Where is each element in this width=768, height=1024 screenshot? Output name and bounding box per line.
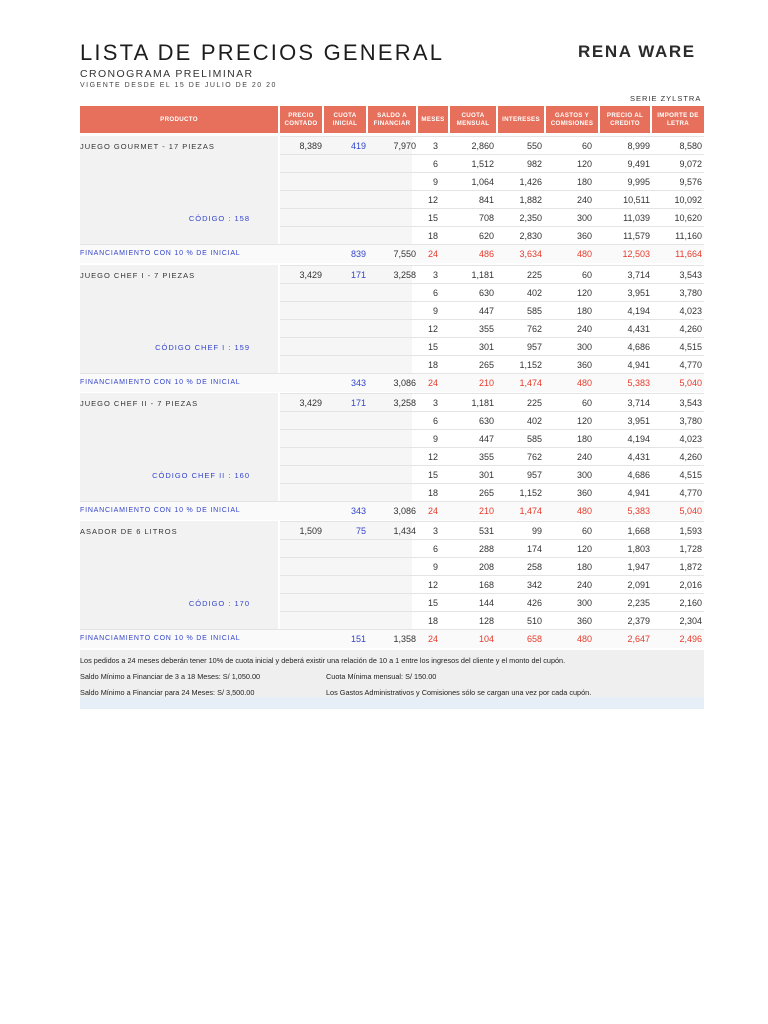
saldo-financiar: 1,434 bbox=[393, 526, 416, 536]
gastos: 300 bbox=[576, 598, 592, 608]
importe-letra: 3,780 bbox=[679, 416, 702, 426]
intereses: 982 bbox=[526, 159, 542, 169]
fin-gastos: 480 bbox=[576, 634, 592, 644]
precio-credito: 3,951 bbox=[627, 416, 650, 426]
importe-letra: 10,620 bbox=[674, 213, 702, 223]
gastos: 240 bbox=[576, 580, 592, 590]
fin-intereses: 1,474 bbox=[519, 506, 542, 516]
fin-cuota-inicial: 839 bbox=[350, 249, 366, 259]
intereses: 762 bbox=[526, 452, 542, 462]
notes-box bbox=[80, 650, 704, 697]
fin-meses: 24 bbox=[427, 249, 438, 259]
financing-row bbox=[80, 244, 704, 263]
cuota-mensual: 355 bbox=[478, 324, 494, 334]
cuota-mensual: 447 bbox=[478, 306, 494, 316]
intereses: 1,152 bbox=[519, 488, 542, 498]
meses: 15 bbox=[427, 213, 438, 223]
meses: 6 bbox=[432, 159, 438, 169]
gastos: 120 bbox=[576, 416, 592, 426]
validity-date: VIGENTE DESDE EL 15 DE JULIO DE 20 20 bbox=[80, 82, 277, 89]
precio-credito: 2,091 bbox=[627, 580, 650, 590]
note-min-saldo-24: Saldo Mínimo a Financiar para 24 Meses: S/ 3,500.00 bbox=[80, 688, 255, 697]
cuota-mensual: 144 bbox=[478, 598, 494, 608]
fin-precio-credito: 5,383 bbox=[627, 506, 650, 516]
product-block bbox=[80, 265, 704, 392]
prod-column-bg bbox=[80, 393, 278, 501]
intereses: 174 bbox=[526, 544, 542, 554]
cuota-mensual: 531 bbox=[478, 526, 494, 536]
importe-letra: 3,543 bbox=[679, 398, 702, 408]
intereses: 426 bbox=[526, 598, 542, 608]
gastos: 120 bbox=[576, 288, 592, 298]
cuota-mensual: 620 bbox=[478, 231, 494, 241]
cuota-mensual: 447 bbox=[478, 434, 494, 444]
meses: 18 bbox=[427, 231, 438, 241]
intereses: 550 bbox=[526, 141, 542, 151]
intereses: 762 bbox=[526, 324, 542, 334]
financing-values bbox=[280, 502, 704, 520]
meses: 9 bbox=[432, 434, 438, 444]
page-title: LISTA DE PRECIOS GENERAL bbox=[80, 40, 445, 65]
meses: 18 bbox=[427, 360, 438, 370]
table-row bbox=[280, 539, 704, 558]
meses: 9 bbox=[432, 177, 438, 187]
product-code: CÓDIGO : 170 bbox=[188, 599, 250, 608]
intereses: 258 bbox=[526, 562, 542, 572]
financing-values bbox=[280, 374, 704, 392]
table-row bbox=[280, 319, 704, 338]
cuota-mensual: 265 bbox=[478, 360, 494, 370]
col-header-precio: PRECIO CONTADO bbox=[280, 106, 322, 133]
fin-importe-letra: 5,040 bbox=[679, 378, 702, 388]
gastos: 120 bbox=[576, 159, 592, 169]
gastos: 300 bbox=[576, 342, 592, 352]
table-row bbox=[280, 283, 704, 302]
col-header-importe: IMPORTE DE LETRA bbox=[652, 106, 704, 133]
fin-cuota-inicial: 151 bbox=[350, 634, 366, 644]
precio-credito: 4,941 bbox=[627, 488, 650, 498]
cuota-mensual: 708 bbox=[478, 213, 494, 223]
cuota-inicial: 419 bbox=[350, 141, 366, 151]
intereses: 402 bbox=[526, 416, 542, 426]
precio-credito: 3,714 bbox=[627, 270, 650, 280]
gastos: 360 bbox=[576, 231, 592, 241]
meses: 12 bbox=[427, 324, 438, 334]
note-gastos: Los Gastos Administrativos y Comisiones sólo se cargan una vez por cada cupón. bbox=[326, 688, 592, 697]
intereses: 225 bbox=[526, 270, 542, 280]
fin-importe-letra: 5,040 bbox=[679, 506, 702, 516]
table-row bbox=[280, 154, 704, 173]
importe-letra: 10,092 bbox=[674, 195, 702, 205]
table-row bbox=[280, 136, 704, 155]
gastos: 60 bbox=[581, 270, 592, 280]
meses: 6 bbox=[432, 416, 438, 426]
col-header-intereses: INTERESES bbox=[498, 106, 544, 133]
meses: 9 bbox=[432, 562, 438, 572]
note-min-cuota: Cuota Mínima mensual: S/ 150.00 bbox=[326, 672, 437, 681]
intereses: 2,350 bbox=[519, 213, 542, 223]
cuota-mensual: 301 bbox=[478, 342, 494, 352]
fin-importe-letra: 2,496 bbox=[679, 634, 702, 644]
intereses: 957 bbox=[526, 470, 542, 480]
table-row bbox=[280, 521, 704, 540]
cuota-mensual: 168 bbox=[478, 580, 494, 590]
saldo-financiar: 3,258 bbox=[393, 270, 416, 280]
fin-cuota-inicial: 343 bbox=[350, 506, 366, 516]
cuota-mensual: 288 bbox=[478, 544, 494, 554]
table-row bbox=[280, 337, 704, 356]
col-header-cuota-mensual: CUOTA MENSUAL bbox=[450, 106, 496, 133]
importe-letra: 1,593 bbox=[679, 526, 702, 536]
cuota-mensual: 1,181 bbox=[471, 398, 494, 408]
precio-credito: 2,235 bbox=[627, 598, 650, 608]
col-header-gastos: GASTOS Y COMISIONES bbox=[546, 106, 598, 133]
product-name: JUEGO CHEF II - 7 PIEZAS bbox=[80, 399, 199, 408]
importe-letra: 2,016 bbox=[679, 580, 702, 590]
cuota-inicial: 75 bbox=[355, 526, 366, 536]
col-header-cuota: CUOTA INICIAL bbox=[324, 106, 366, 133]
intereses: 585 bbox=[526, 434, 542, 444]
financing-row bbox=[80, 501, 704, 520]
gastos: 180 bbox=[576, 562, 592, 572]
fin-intereses: 1,474 bbox=[519, 378, 542, 388]
fin-intereses: 3,634 bbox=[519, 249, 542, 259]
fin-gastos: 480 bbox=[576, 506, 592, 516]
intereses: 1,152 bbox=[519, 360, 542, 370]
brand-logo: RENA WARE bbox=[578, 42, 696, 61]
importe-letra: 9,072 bbox=[679, 159, 702, 169]
prod-column-bg bbox=[80, 521, 278, 629]
fin-cuota-mensual: 104 bbox=[478, 634, 494, 644]
importe-letra: 1,872 bbox=[679, 562, 702, 572]
cuota-inicial: 171 bbox=[350, 398, 366, 408]
gastos: 60 bbox=[581, 141, 592, 151]
importe-letra: 8,580 bbox=[679, 141, 702, 151]
gastos: 60 bbox=[581, 526, 592, 536]
gastos: 240 bbox=[576, 324, 592, 334]
cuota-mensual: 841 bbox=[478, 195, 494, 205]
cuota-mensual: 355 bbox=[478, 452, 494, 462]
meses: 6 bbox=[432, 544, 438, 554]
importe-letra: 3,543 bbox=[679, 270, 702, 280]
precio-credito: 4,686 bbox=[627, 470, 650, 480]
precio-credito: 1,947 bbox=[627, 562, 650, 572]
saldo-financiar: 7,970 bbox=[393, 141, 416, 151]
fin-meses: 24 bbox=[427, 506, 438, 516]
meses: 3 bbox=[432, 270, 438, 280]
note-line-1: Los pedidos a 24 meses deberán tener 10% de cuota inicial y deberá existir una relación de 10 a 1 entre los ingresos del cliente y el monto del cupón. bbox=[80, 656, 566, 665]
precio-credito: 4,686 bbox=[627, 342, 650, 352]
table-row bbox=[280, 483, 704, 502]
prod-column-bg bbox=[80, 265, 278, 373]
fin-precio-credito: 5,383 bbox=[627, 378, 650, 388]
fin-meses: 24 bbox=[427, 634, 438, 644]
table-row bbox=[280, 465, 704, 484]
precio-credito: 3,714 bbox=[627, 398, 650, 408]
precio-contado: 8,389 bbox=[299, 141, 322, 151]
table-row bbox=[280, 226, 704, 245]
table-row bbox=[280, 575, 704, 594]
gastos: 120 bbox=[576, 544, 592, 554]
fin-intereses: 658 bbox=[526, 634, 542, 644]
meses: 6 bbox=[432, 288, 438, 298]
fin-cuota-inicial: 343 bbox=[350, 378, 366, 388]
product-code: CÓDIGO : 158 bbox=[188, 214, 250, 223]
intereses: 342 bbox=[526, 580, 542, 590]
meses: 18 bbox=[427, 616, 438, 626]
col-header-producto: PRODUCTO bbox=[80, 106, 278, 133]
meses: 15 bbox=[427, 342, 438, 352]
table-row bbox=[280, 429, 704, 448]
gastos: 240 bbox=[576, 195, 592, 205]
meses: 18 bbox=[427, 488, 438, 498]
importe-letra: 4,515 bbox=[679, 342, 702, 352]
product-name: JUEGO CHEF I - 7 PIEZAS bbox=[80, 271, 196, 280]
precio-credito: 3,951 bbox=[627, 288, 650, 298]
gastos: 360 bbox=[576, 488, 592, 498]
fin-saldo: 7,550 bbox=[393, 249, 416, 259]
cuota-mensual: 1,064 bbox=[471, 177, 494, 187]
meses: 12 bbox=[427, 195, 438, 205]
fin-precio-credito: 2,647 bbox=[627, 634, 650, 644]
precio-credito: 4,194 bbox=[627, 434, 650, 444]
gastos: 180 bbox=[576, 306, 592, 316]
cuota-mensual: 128 bbox=[478, 616, 494, 626]
precio-contado: 3,429 bbox=[299, 270, 322, 280]
footer-strip bbox=[80, 697, 704, 709]
financing-label: FINANCIAMIENTO CON 10 % DE INICIAL bbox=[80, 507, 241, 514]
table-row bbox=[280, 411, 704, 430]
fin-saldo: 3,086 bbox=[393, 506, 416, 516]
cuota-mensual: 1,512 bbox=[471, 159, 494, 169]
cuota-mensual: 265 bbox=[478, 488, 494, 498]
precio-credito: 8,999 bbox=[627, 141, 650, 151]
intereses: 585 bbox=[526, 306, 542, 316]
financing-values bbox=[280, 630, 704, 648]
meses: 3 bbox=[432, 141, 438, 151]
cuota-mensual: 301 bbox=[478, 470, 494, 480]
meses: 3 bbox=[432, 398, 438, 408]
importe-letra: 4,770 bbox=[679, 360, 702, 370]
col-header-meses: MESES bbox=[418, 106, 448, 133]
precio-credito: 9,491 bbox=[627, 159, 650, 169]
product-name: ASADOR DE 6 LITROS bbox=[80, 527, 178, 536]
fin-saldo: 1,358 bbox=[393, 634, 416, 644]
fin-meses: 24 bbox=[427, 378, 438, 388]
gastos: 300 bbox=[576, 470, 592, 480]
product-code: CÓDIGO CHEF I : 159 bbox=[155, 343, 250, 352]
gastos: 180 bbox=[576, 177, 592, 187]
intereses: 957 bbox=[526, 342, 542, 352]
fin-gastos: 480 bbox=[576, 378, 592, 388]
financing-label: FINANCIAMIENTO CON 10 % DE INICIAL bbox=[80, 635, 241, 642]
note-min-saldo-18: Saldo Mínimo a Financiar de 3 a 18 Meses: S/ 1,050.00 bbox=[80, 672, 261, 681]
intereses: 402 bbox=[526, 288, 542, 298]
importe-letra: 4,260 bbox=[679, 324, 702, 334]
cuota-mensual: 1,181 bbox=[471, 270, 494, 280]
table-row bbox=[280, 301, 704, 320]
product-block bbox=[80, 521, 704, 648]
importe-letra: 4,260 bbox=[679, 452, 702, 462]
importe-letra: 2,304 bbox=[679, 616, 702, 626]
fin-precio-credito: 12,503 bbox=[622, 249, 650, 259]
table-row bbox=[280, 355, 704, 374]
precio-credito: 1,668 bbox=[627, 526, 650, 536]
cuota-mensual: 630 bbox=[478, 288, 494, 298]
gastos: 60 bbox=[581, 398, 592, 408]
importe-letra: 2,160 bbox=[679, 598, 702, 608]
intereses: 1,426 bbox=[519, 177, 542, 187]
gastos: 360 bbox=[576, 360, 592, 370]
gastos: 180 bbox=[576, 434, 592, 444]
cuota-mensual: 2,860 bbox=[471, 141, 494, 151]
precio-credito: 10,511 bbox=[623, 195, 650, 205]
product-name: JUEGO GOURMET - 17 PIEZAS bbox=[80, 142, 215, 151]
table-row bbox=[280, 265, 704, 284]
table-row bbox=[280, 208, 704, 227]
financing-values bbox=[280, 245, 704, 263]
cuota-inicial: 171 bbox=[350, 270, 366, 280]
table-row bbox=[280, 447, 704, 466]
precio-credito: 11,039 bbox=[623, 213, 650, 223]
intereses: 510 bbox=[526, 616, 542, 626]
subtitle: CRONOGRAMA PRELIMINAR bbox=[80, 68, 254, 80]
importe-letra: 3,780 bbox=[679, 288, 702, 298]
fin-saldo: 3,086 bbox=[393, 378, 416, 388]
importe-letra: 9,576 bbox=[679, 177, 702, 187]
intereses: 2,830 bbox=[519, 231, 542, 241]
fin-cuota-mensual: 210 bbox=[478, 506, 494, 516]
saldo-financiar: 3,258 bbox=[393, 398, 416, 408]
gastos: 240 bbox=[576, 452, 592, 462]
intereses: 1,882 bbox=[519, 195, 542, 205]
fin-cuota-mensual: 210 bbox=[478, 378, 494, 388]
precio-credito: 4,431 bbox=[627, 324, 650, 334]
meses: 15 bbox=[427, 470, 438, 480]
prod-column-bg bbox=[80, 136, 278, 244]
importe-letra: 1,728 bbox=[679, 544, 702, 554]
product-code: CÓDIGO CHEF II : 160 bbox=[152, 471, 250, 480]
gastos: 360 bbox=[576, 616, 592, 626]
importe-letra: 4,023 bbox=[679, 434, 702, 444]
fin-gastos: 480 bbox=[576, 249, 592, 259]
precio-contado: 3,429 bbox=[299, 398, 322, 408]
precio-credito: 2,379 bbox=[627, 616, 650, 626]
col-header-saldo: SALDO A FINANCIAR bbox=[368, 106, 416, 133]
financing-row bbox=[80, 629, 704, 648]
precio-contado: 1,509 bbox=[299, 526, 322, 536]
financing-row bbox=[80, 373, 704, 392]
product-block bbox=[80, 393, 704, 520]
meses: 12 bbox=[427, 580, 438, 590]
meses: 15 bbox=[427, 598, 438, 608]
importe-letra: 4,515 bbox=[679, 470, 702, 480]
table-row bbox=[280, 611, 704, 630]
cuota-mensual: 630 bbox=[478, 416, 494, 426]
series-label: SERIE ZYLSTRA bbox=[630, 94, 702, 103]
intereses: 225 bbox=[526, 398, 542, 408]
importe-letra: 11,160 bbox=[675, 231, 702, 241]
meses: 12 bbox=[427, 452, 438, 462]
table-row bbox=[280, 190, 704, 209]
precio-credito: 4,431 bbox=[627, 452, 650, 462]
financing-label: FINANCIAMIENTO CON 10 % DE INICIAL bbox=[80, 250, 241, 257]
fin-importe-letra: 11,664 bbox=[675, 249, 702, 259]
financing-label: FINANCIAMIENTO CON 10 % DE INICIAL bbox=[80, 379, 241, 386]
table-row bbox=[280, 172, 704, 191]
importe-letra: 4,770 bbox=[679, 488, 702, 498]
gastos: 300 bbox=[576, 213, 592, 223]
cuota-mensual: 208 bbox=[478, 562, 494, 572]
precio-credito: 4,194 bbox=[627, 306, 650, 316]
precio-credito: 11,579 bbox=[623, 231, 650, 241]
precio-credito: 4,941 bbox=[627, 360, 650, 370]
table-row bbox=[280, 557, 704, 576]
meses: 9 bbox=[432, 306, 438, 316]
precio-credito: 9,995 bbox=[627, 177, 650, 187]
intereses: 99 bbox=[531, 526, 542, 536]
product-block bbox=[80, 136, 704, 263]
meses: 3 bbox=[432, 526, 438, 536]
fin-cuota-mensual: 486 bbox=[478, 249, 494, 259]
col-header-precio-credito: PRECIO AL CREDITO bbox=[600, 106, 650, 133]
importe-letra: 4,023 bbox=[679, 306, 702, 316]
precio-credito: 1,803 bbox=[627, 544, 650, 554]
table-row bbox=[280, 593, 704, 612]
table-row bbox=[280, 393, 704, 412]
